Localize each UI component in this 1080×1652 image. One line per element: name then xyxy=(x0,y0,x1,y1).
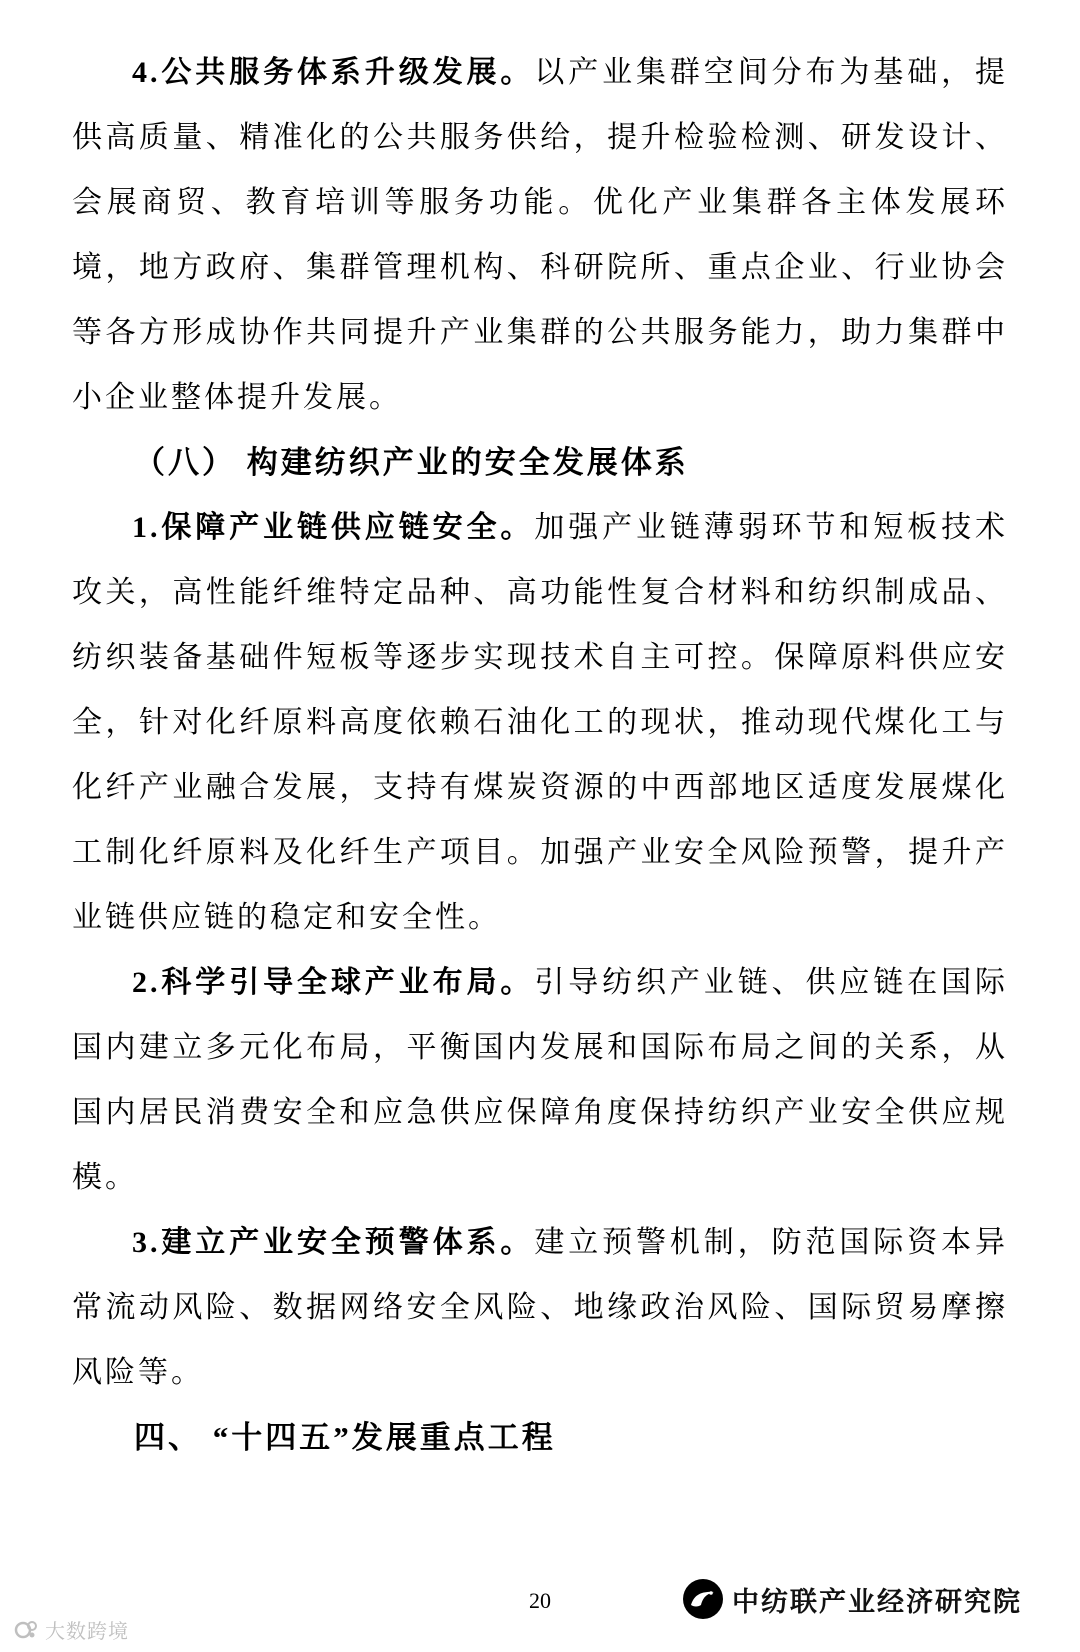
paragraph-lead: 1.保障产业链供应链安全。 xyxy=(132,511,535,544)
watermark-icon xyxy=(14,1617,40,1643)
paragraph xyxy=(72,40,1008,430)
paragraph xyxy=(72,950,1008,1210)
paragraph-body: 以产业集群空间分布为基础，提供高质量、精准化的公共服务供给，提升检验检测、研发设计、会展商贸、教育培训等服务功能。优化产业集群各主体发展环境，地方政府、集群管理机构、科研院所、重点企业、行业协会等各方形成协作共同提升产业集群的公共服务能力，助力集群中小企业整体提升发展。 xyxy=(72,56,1009,414)
watermark xyxy=(14,1615,129,1644)
paragraph xyxy=(72,495,1008,950)
paragraph-lead: 2.科学引导全球产业布局。 xyxy=(132,966,535,999)
page-number: 20 xyxy=(529,1588,551,1613)
org-logo-text: 中纺联产业经济研究院 xyxy=(732,1586,1022,1617)
org-logo-icon xyxy=(682,1578,724,1620)
section-heading: （八） 构建纺织产业的安全发展体系 xyxy=(134,445,689,480)
section-heading: 四、 “十四五”发展重点工程 xyxy=(134,1420,556,1455)
paragraph-body: 加强产业链薄弱环节和短板技术攻关，高性能纤维特定品种、高功能性复合材料和纺织制成品、纺织装备基础件短板等逐步实现技术自主可控。保障原料供应安全，针对化纤原料高度依赖石油化工的现状，推动现代煤化工与化纤产业融合发展，支持有煤炭资源的中西部地区适度发展煤化工制化纤原料及化纤生产项目。加强产业安全风险预警，提升产业链供应链的稳定和安全性。 xyxy=(72,511,1009,934)
watermark-text: 大数跨境 xyxy=(45,1621,129,1643)
paragraph-body: 建立预警机制，防范国际资本异常流动风险、数据网络安全风险、地缘政治风险、国际贸易摩擦风险等。 xyxy=(72,1226,1009,1389)
paragraph xyxy=(72,1210,1008,1405)
paragraph-body: 引导纺织产业链、供应链在国际国内建立多元化布局，平衡国内发展和国际布局之间的关系，从国内居民消费安全和应急供应保障角度保持纺织产业安全供应规模。 xyxy=(72,966,1009,1194)
paragraph-lead: 3.建立产业安全预警体系。 xyxy=(132,1226,535,1259)
org-logo xyxy=(682,1578,1022,1620)
paragraph-lead: 4.公共服务体系升级发展。 xyxy=(132,56,535,89)
